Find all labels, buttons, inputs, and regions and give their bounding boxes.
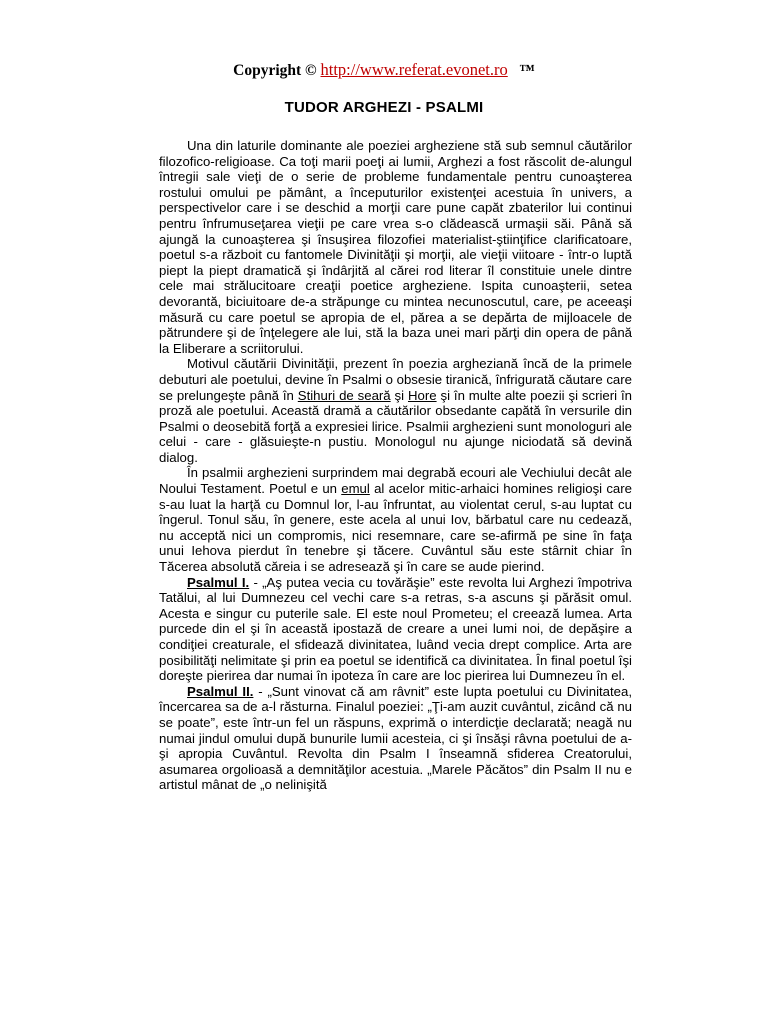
paragraph-text: - „Aş putea vecia cu tovărăşie” este revolta lui Arghezi împotriva Tatălui, al lui Dumnezeu cel vechi care s-a retras, s-a ascuns şi părăsit omul. Acesta e singur cu puterile sale. El este noul Prometeu; el creează lumea. Arta purcede din el şi în această ipostază de creare a unei lumi noi, de depăşire a condiţiei creaturale, el sfidează divinitatea, luând vecia drept complice. Arta are posibilităţi nelimitate şi prin ea poetul se identifică ca divinitatea. În final poetul îşi doreşte pierirea dar numai în ipoteza în care are loc pierirea lui Dumnezeu în el. xyxy=(159,574,632,684)
document-title: TUDOR ARGHEZI - PSALMI xyxy=(284,99,484,116)
psalm-2-heading: Psalmul II. xyxy=(187,683,254,699)
paragraph-text: - „Sunt vinovat că am râvnit” este lupta poetului cu Divinitatea, încercarea sa de a-l răsturna. Finalul poeziei: „Ţi-am auzit cuvântul, zicând că nu se poate”, este într-un fel un răspuns, exprimă o interdicţie declarată; neagă nu numai jindul omului după bunurile lumii acesteia, ci şi însăşi râvna poetului de a-şi apropia Cuvântul. Revolta din Psalm I înseamnă sfiderea Creatorului, asumarea orgolioasă a demnităţilor acestuia. „Marele Păcătos” din Psalm II nu e artistul mânat de „o nelinişită xyxy=(159,683,632,793)
paragraph-psalm-2 xyxy=(159,684,632,793)
work-title-hore: Hore xyxy=(407,387,437,403)
document-body xyxy=(159,138,632,793)
paragraph-intro: Una din laturile dominante ale poeziei argheziene stă sub semnul căutărilor filozofico-religioase. Ca toţi marii poeţi ai lumii, Arghezi a fost răscolit de-alungul întregii sale vieţi de o serie de probleme fundamentale pentru cunoaşterea rostului omului pe pământ, a începuturilor existenţei acestuia în univers, a perspectivelor care i se deschid a morţii care pune capăt zbaterilor lui continui pentru înfrumuseţarea vieţii pe care vrea s-o clădească urmaşii săi. Până să ajungă la cunoaşterea şi însuşirea filozofiei materialist-ştiinţifice clarificatoare, poetul s-a războit cu fantomele Divinităţii şi morţii, ale vieţii viitoare - într-o luptă piept la piept dramatică şi îndârjită al cărei rod literar îl constituie unele dintre cele mai strălucitoare creaţii poetice argheziene. Ispita cunoaşterii, setea devorantă, biciuitoare de-a străpunge cu mintea necunoscutul, care, pe aceeaşi măsură cu care poetul se apropia de el, părea a se depărta de mijloacele de pătrundere şi de înţelegere ale lui, stă la baza unei mari părţi din opera de până la Eliberare a scriitorului. xyxy=(159,138,632,356)
trademark-symbol: ™ xyxy=(519,62,535,79)
paragraph-text: Motivul căutării Divinităţii, prezent în poezia argheziană încă de la primele debuturi ale poetului, devine în Psalmi o obsesie tiranică, înfrigurată căutare care se prelungeşte până în xyxy=(159,356,632,403)
paragraph-testament xyxy=(159,465,632,574)
underlined-word-emul: emul xyxy=(341,481,370,497)
copyright-line xyxy=(0,60,768,80)
copyright-label: Copyright © xyxy=(233,62,317,79)
paragraph-divinity xyxy=(159,356,632,465)
source-link[interactable]: http://www.referat.evonet.ro xyxy=(320,60,508,79)
paragraph-text: şi xyxy=(390,387,408,403)
paragraph-text: În psalmii arghezieni surprindem mai degrabă ecouri ale Vechiului decât ale Noului Testament. Poetul e un xyxy=(159,465,632,497)
paragraph-text: şi în multe alte poezii şi scrieri în proză ale poetului. Această dramă a căutărilor obsedante capătă în versurile din Psalmi o deosebită forţă a expresiei lirice. Psalmii arghezieni sunt monologuri ale celui - care - glăsuieşte-n pustiu. Monologul nu ajunge niciodată să devină dialog. xyxy=(159,387,632,465)
paragraph-text: al acelor mitic-arhaici homines religioşi care s-au luat la harţă cu Domnul lor, l-au înfruntat, au violentat cerul, s-au luptat cu îngerul. Tonul său, în genere, este acela al unui Iov, bărbatul care nu cedează, nu acceptă nici un compromis, nici resemnare, care se-afirmă pe sine în faţa unui Iehova pierdut în tenebre şi tăcere. Cuvântul său este stârnit chiar în Tăcerea absolută căreia i se adresează şi în care se aude pierind. xyxy=(159,481,632,575)
paragraph-psalm-1 xyxy=(159,575,632,684)
work-title-stihuri: Stihuri de seară xyxy=(297,387,391,403)
psalm-1-heading: Psalmul I. xyxy=(187,574,250,590)
